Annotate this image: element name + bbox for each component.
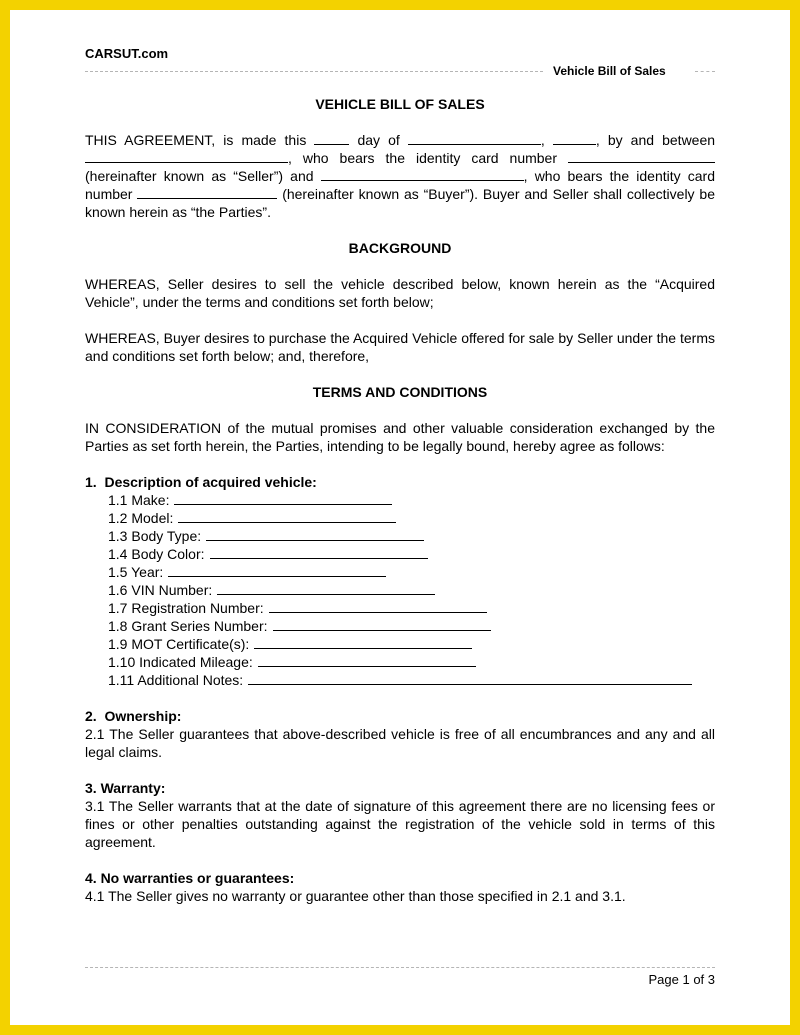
blank-grant-series[interactable] (273, 618, 491, 631)
item-label: 1.3 Body Type: (108, 528, 202, 544)
terms-heading: TERMS AND CONDITIONS (312, 384, 488, 400)
intro-text-2: day of (357, 132, 400, 148)
background-paragraph-1: WHEREAS, Seller desires to sell the vehicle described below, known herein as the “Acquired Vehicle”, under the terms and conditions set forth below; (85, 276, 715, 310)
section-4-text: 4.1 The Seller gives no warranty or guarantee other than those specified in 2.1 and 3.1. (85, 888, 626, 904)
intro-text-1: THIS AGREEMENT, is made this (85, 132, 307, 148)
blank-day[interactable] (314, 132, 349, 145)
header-brand: CARSUT.com (85, 46, 169, 61)
blank-mileage[interactable] (258, 654, 476, 667)
item-label: 1.7 Registration Number: (108, 600, 264, 616)
section-2-text: 2.1 The Seller guarantees that above-described vehicle is free of all encumbrances and any and all legal claims. (85, 726, 715, 760)
list-item-model (108, 509, 715, 527)
item-label: 1.5 Year: (108, 564, 164, 580)
section-4-heading: 4. No warranties or guarantees: (85, 870, 295, 886)
list-item-vin (108, 581, 715, 599)
list-item-registration (108, 599, 715, 617)
list-item-body-type (108, 527, 715, 545)
item-label: 1.9 MOT Certificate(s): (108, 636, 250, 652)
blank-mot[interactable] (254, 636, 472, 649)
blank-year-field[interactable] (168, 564, 386, 577)
section-1-heading: 1. Description of acquired vehicle: (85, 474, 317, 490)
document-body (85, 95, 715, 905)
blank-year[interactable] (553, 132, 596, 145)
blank-model[interactable] (178, 510, 396, 523)
background-heading: BACKGROUND (348, 240, 452, 256)
terms-paragraph: IN CONSIDERATION of the mutual promises and other valuable consideration exchanged by the Parties as set forth herein, the Parties, intending to be legally bound, hereby agree as follows: (85, 420, 715, 454)
item-label: 1.2 Model: (108, 510, 174, 526)
section-2-heading: 2. Ownership: (85, 708, 182, 724)
list-item-body-color (108, 545, 715, 563)
list-item-grant-series (108, 617, 715, 635)
list-item-notes (108, 671, 715, 689)
blank-month[interactable] (408, 132, 541, 145)
header-doc-label: Vehicle Bill of Sales (553, 64, 666, 78)
list-item-mot (108, 635, 715, 653)
item-label: 1.10 Indicated Mileage: (108, 654, 253, 670)
page-number: Page 1 of 3 (648, 972, 715, 987)
item-label: 1.4 Body Color: (108, 546, 205, 562)
blank-notes[interactable] (248, 672, 692, 685)
item-label: 1.6 VIN Number: (108, 582, 213, 598)
blank-body-type[interactable] (206, 528, 424, 541)
item-label: 1.1 Make: (108, 492, 170, 508)
list-item-year (108, 563, 715, 581)
background-paragraph-2: WHEREAS, Buyer desires to purchase the Acquired Vehicle offered for sale by Seller under the terms and conditions set forth below; and, therefore, (85, 330, 715, 364)
footer-divider (85, 967, 715, 968)
item-label: 1.8 Grant Series Number: (108, 618, 268, 634)
intro-text-4: , by and between (595, 132, 716, 148)
blank-vin[interactable] (217, 582, 435, 595)
blank-buyer-name[interactable] (321, 168, 524, 181)
intro-text-7: , who bears the identity card number (85, 168, 715, 202)
blank-buyer-id[interactable] (137, 186, 277, 199)
blank-registration[interactable] (269, 600, 487, 613)
intro-text-5: , who bears the identity card number (288, 150, 558, 166)
blank-seller-name[interactable] (85, 150, 288, 163)
blank-body-color[interactable] (210, 546, 428, 559)
section-3-text: 3.1 The Seller warrants that at the date of signature of this agreement there are no licensing fees or fines or other penalties outstanding against the registration of the vehicle sold in terms of this agreement. (85, 798, 715, 850)
intro-paragraph (85, 131, 715, 221)
header-divider-right (695, 71, 715, 72)
blank-make[interactable] (174, 492, 392, 505)
blank-seller-id[interactable] (568, 150, 715, 163)
header-divider (85, 71, 543, 72)
intro-text-3: , (540, 132, 545, 148)
list-item-mileage (108, 653, 715, 671)
intro-text-6: (hereinafter known as “Seller”) and (85, 168, 314, 184)
document-title: VEHICLE BILL OF SALES (315, 96, 485, 112)
document-page (10, 10, 790, 1025)
item-label: 1.11 Additional Notes: (108, 672, 244, 688)
list-item-make (108, 491, 715, 509)
intro-text-8: (hereinafter known as “Buyer”). Buyer and Seller shall collectively be known herein as “the Parties”. (85, 186, 715, 220)
vehicle-details-list (85, 491, 715, 689)
section-3-heading: 3. Warranty: (85, 780, 166, 796)
